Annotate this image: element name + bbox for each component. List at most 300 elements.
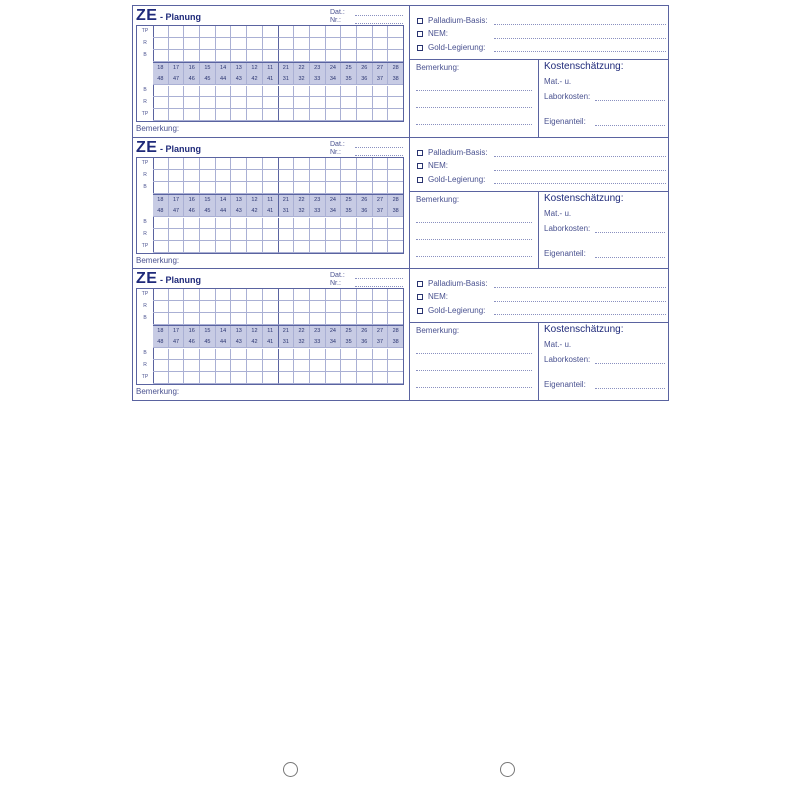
tooth-cell[interactable] (263, 86, 279, 98)
tooth-cell[interactable] (310, 289, 326, 301)
tooth-cell[interactable] (169, 170, 185, 182)
tooth-cell[interactable] (184, 109, 200, 121)
tooth-cell[interactable] (247, 182, 263, 194)
remark-field[interactable] (416, 370, 532, 371)
tooth-cell[interactable] (231, 301, 247, 313)
tooth-cell[interactable] (263, 241, 279, 253)
tooth-cell[interactable] (388, 229, 403, 241)
tooth-cell[interactable] (357, 313, 373, 325)
palladium-checkbox-row[interactable] (417, 16, 488, 25)
tooth-cell[interactable] (200, 109, 216, 121)
tooth-cell[interactable] (247, 26, 263, 38)
tooth-cell[interactable] (310, 349, 326, 361)
tooth-cell[interactable] (263, 372, 279, 384)
tooth-cell[interactable] (200, 86, 216, 98)
tooth-cell[interactable] (294, 26, 310, 38)
tooth-cell[interactable] (169, 372, 185, 384)
tooth-cell[interactable] (247, 301, 263, 313)
tooth-cell[interactable] (169, 86, 185, 98)
tooth-cell[interactable] (247, 50, 263, 62)
tooth-cell[interactable] (200, 97, 216, 109)
tooth-cell[interactable] (216, 218, 232, 230)
date-field[interactable] (355, 147, 403, 148)
palladium-checkbox-row[interactable] (417, 279, 488, 288)
tooth-cell[interactable] (341, 26, 357, 38)
tooth-cell[interactable] (310, 38, 326, 50)
tooth-cell[interactable] (326, 360, 342, 372)
number-field[interactable] (355, 23, 403, 24)
tooth-cell[interactable] (341, 97, 357, 109)
tooth-cell[interactable] (247, 289, 263, 301)
nem-field[interactable] (494, 301, 666, 302)
tooth-cell[interactable] (184, 158, 200, 170)
tooth-cell[interactable] (326, 182, 342, 194)
tooth-cell[interactable] (279, 109, 295, 121)
tooth-cell[interactable] (247, 229, 263, 241)
tooth-cell[interactable] (341, 241, 357, 253)
nem-checkbox-row[interactable] (417, 29, 448, 38)
tooth-cell[interactable] (184, 360, 200, 372)
tooth-cell[interactable] (231, 218, 247, 230)
tooth-cell[interactable] (169, 158, 185, 170)
tooth-cell[interactable] (231, 182, 247, 194)
tooth-cell[interactable] (231, 289, 247, 301)
tooth-cell[interactable] (279, 97, 295, 109)
tooth-cell[interactable] (310, 170, 326, 182)
tooth-cell[interactable] (184, 86, 200, 98)
tooth-cell[interactable] (153, 170, 169, 182)
checkbox-icon[interactable] (417, 294, 423, 300)
tooth-cell[interactable] (279, 50, 295, 62)
tooth-cell[interactable] (200, 360, 216, 372)
remark-field[interactable] (416, 239, 532, 240)
tooth-cell[interactable] (294, 301, 310, 313)
tooth-cell[interactable] (310, 86, 326, 98)
tooth-cell[interactable] (216, 372, 232, 384)
tooth-cell[interactable] (388, 349, 403, 361)
nem-field[interactable] (494, 170, 666, 171)
remark-field[interactable] (416, 107, 532, 108)
lab-costs-field[interactable] (595, 100, 665, 101)
tooth-cell[interactable] (310, 241, 326, 253)
tooth-cell[interactable] (373, 26, 389, 38)
nem-checkbox-row[interactable] (417, 161, 448, 170)
lab-costs-field[interactable] (595, 363, 665, 364)
tooth-cell[interactable] (169, 349, 185, 361)
tooth-cell[interactable] (326, 313, 342, 325)
tooth-cell[interactable] (216, 313, 232, 325)
tooth-cell[interactable] (247, 313, 263, 325)
tooth-cell[interactable] (247, 38, 263, 50)
tooth-cell[interactable] (294, 349, 310, 361)
tooth-cell[interactable] (326, 86, 342, 98)
tooth-cell[interactable] (169, 289, 185, 301)
tooth-cell[interactable] (357, 218, 373, 230)
tooth-cell[interactable] (279, 241, 295, 253)
tooth-cell[interactable] (216, 170, 232, 182)
tooth-cell[interactable] (388, 301, 403, 313)
tooth-cell[interactable] (200, 218, 216, 230)
tooth-cell[interactable] (326, 170, 342, 182)
tooth-cell[interactable] (153, 372, 169, 384)
tooth-cell[interactable] (357, 241, 373, 253)
tooth-cell[interactable] (326, 97, 342, 109)
tooth-cell[interactable] (184, 38, 200, 50)
tooth-cell[interactable] (373, 86, 389, 98)
gold-field[interactable] (494, 183, 666, 184)
tooth-cell[interactable] (247, 372, 263, 384)
tooth-cell[interactable] (279, 158, 295, 170)
tooth-cell[interactable] (294, 170, 310, 182)
tooth-cell[interactable] (153, 229, 169, 241)
tooth-cell[interactable] (310, 313, 326, 325)
tooth-cell[interactable] (263, 158, 279, 170)
tooth-cell[interactable] (326, 26, 342, 38)
tooth-cell[interactable] (326, 229, 342, 241)
tooth-cell[interactable] (373, 50, 389, 62)
tooth-cell[interactable] (169, 360, 185, 372)
tooth-cell[interactable] (216, 360, 232, 372)
tooth-cell[interactable] (231, 86, 247, 98)
tooth-cell[interactable] (279, 26, 295, 38)
tooth-cell[interactable] (357, 289, 373, 301)
tooth-cell[interactable] (231, 158, 247, 170)
tooth-cell[interactable] (388, 218, 403, 230)
tooth-cell[interactable] (373, 158, 389, 170)
tooth-cell[interactable] (153, 182, 169, 194)
tooth-cell[interactable] (310, 182, 326, 194)
tooth-cell[interactable] (294, 182, 310, 194)
gold-field[interactable] (494, 51, 666, 52)
tooth-cell[interactable] (153, 241, 169, 253)
tooth-cell[interactable] (294, 360, 310, 372)
tooth-cell[interactable] (310, 158, 326, 170)
tooth-cell[interactable] (341, 313, 357, 325)
tooth-cell[interactable] (388, 372, 403, 384)
tooth-cell[interactable] (341, 349, 357, 361)
tooth-cell[interactable] (263, 50, 279, 62)
tooth-cell[interactable] (326, 38, 342, 50)
tooth-cell[interactable] (341, 229, 357, 241)
tooth-cell[interactable] (341, 109, 357, 121)
tooth-cell[interactable] (184, 241, 200, 253)
tooth-cell[interactable] (357, 97, 373, 109)
tooth-cell[interactable] (373, 313, 389, 325)
tooth-cell[interactable] (388, 26, 403, 38)
tooth-cell[interactable] (388, 158, 403, 170)
tooth-cell[interactable] (341, 360, 357, 372)
tooth-cell[interactable] (279, 289, 295, 301)
tooth-cell[interactable] (153, 97, 169, 109)
tooth-cell[interactable] (263, 109, 279, 121)
tooth-cell[interactable] (200, 158, 216, 170)
palladium-field[interactable] (494, 156, 666, 157)
tooth-cell[interactable] (247, 349, 263, 361)
remark-field[interactable] (416, 387, 532, 388)
tooth-cell[interactable] (294, 241, 310, 253)
tooth-cell[interactable] (279, 360, 295, 372)
tooth-cell[interactable] (373, 109, 389, 121)
tooth-cell[interactable] (388, 97, 403, 109)
date-field[interactable] (355, 278, 403, 279)
tooth-cell[interactable] (200, 372, 216, 384)
tooth-cell[interactable] (169, 26, 185, 38)
tooth-cell[interactable] (326, 158, 342, 170)
tooth-cell[interactable] (373, 218, 389, 230)
tooth-cell[interactable] (310, 301, 326, 313)
tooth-cell[interactable] (388, 241, 403, 253)
tooth-cell[interactable] (373, 360, 389, 372)
tooth-cell[interactable] (263, 218, 279, 230)
tooth-cell[interactable] (310, 218, 326, 230)
lab-costs-field[interactable] (595, 232, 665, 233)
tooth-cell[interactable] (294, 218, 310, 230)
tooth-cell[interactable] (310, 109, 326, 121)
tooth-cell[interactable] (216, 301, 232, 313)
tooth-cell[interactable] (231, 372, 247, 384)
palladium-field[interactable] (494, 287, 666, 288)
tooth-cell[interactable] (200, 313, 216, 325)
tooth-cell[interactable] (184, 289, 200, 301)
tooth-cell[interactable] (341, 218, 357, 230)
checkbox-icon[interactable] (417, 163, 423, 169)
tooth-cell[interactable] (341, 86, 357, 98)
tooth-cell[interactable] (263, 360, 279, 372)
tooth-cell[interactable] (184, 170, 200, 182)
tooth-cell[interactable] (153, 38, 169, 50)
tooth-cell[interactable] (279, 182, 295, 194)
tooth-cell[interactable] (357, 170, 373, 182)
checkbox-icon[interactable] (417, 308, 423, 314)
tooth-cell[interactable] (153, 360, 169, 372)
tooth-cell[interactable] (294, 289, 310, 301)
checkbox-icon[interactable] (417, 150, 423, 156)
tooth-cell[interactable] (388, 289, 403, 301)
tooth-cell[interactable] (279, 313, 295, 325)
gold-checkbox-row[interactable] (417, 43, 485, 52)
tooth-cell[interactable] (294, 50, 310, 62)
tooth-cell[interactable] (231, 97, 247, 109)
tooth-cell[interactable] (216, 289, 232, 301)
tooth-cell[interactable] (310, 229, 326, 241)
tooth-cell[interactable] (169, 229, 185, 241)
tooth-cell[interactable] (279, 372, 295, 384)
tooth-cell[interactable] (357, 109, 373, 121)
tooth-cell[interactable] (279, 349, 295, 361)
tooth-cell[interactable] (310, 26, 326, 38)
checkbox-icon[interactable] (417, 177, 423, 183)
tooth-cell[interactable] (200, 50, 216, 62)
tooth-cell[interactable] (184, 50, 200, 62)
tooth-cell[interactable] (216, 97, 232, 109)
tooth-cell[interactable] (200, 349, 216, 361)
tooth-cell[interactable] (263, 38, 279, 50)
tooth-cell[interactable] (279, 218, 295, 230)
tooth-cell[interactable] (231, 50, 247, 62)
own-share-field[interactable] (595, 125, 665, 126)
tooth-cell[interactable] (279, 170, 295, 182)
tooth-cell[interactable] (294, 313, 310, 325)
tooth-cell[interactable] (326, 50, 342, 62)
tooth-cell[interactable] (153, 109, 169, 121)
remark-field[interactable] (416, 90, 532, 91)
tooth-cell[interactable] (231, 349, 247, 361)
tooth-cell[interactable] (388, 38, 403, 50)
tooth-cell[interactable] (357, 158, 373, 170)
tooth-cell[interactable] (200, 170, 216, 182)
tooth-cell[interactable] (231, 241, 247, 253)
tooth-cell[interactable] (231, 229, 247, 241)
tooth-cell[interactable] (294, 229, 310, 241)
nem-checkbox-row[interactable] (417, 292, 448, 301)
tooth-cell[interactable] (373, 289, 389, 301)
tooth-cell[interactable] (184, 313, 200, 325)
tooth-cell[interactable] (169, 182, 185, 194)
tooth-cell[interactable] (216, 26, 232, 38)
tooth-cell[interactable] (216, 50, 232, 62)
tooth-cell[interactable] (247, 109, 263, 121)
tooth-cell[interactable] (326, 109, 342, 121)
tooth-cell[interactable] (153, 26, 169, 38)
tooth-cell[interactable] (200, 289, 216, 301)
tooth-cell[interactable] (373, 301, 389, 313)
tooth-cell[interactable] (357, 26, 373, 38)
tooth-cell[interactable] (294, 97, 310, 109)
tooth-cell[interactable] (388, 86, 403, 98)
tooth-cell[interactable] (184, 26, 200, 38)
tooth-cell[interactable] (184, 372, 200, 384)
checkbox-icon[interactable] (417, 281, 423, 287)
tooth-cell[interactable] (231, 109, 247, 121)
tooth-cell[interactable] (357, 229, 373, 241)
tooth-cell[interactable] (231, 38, 247, 50)
tooth-cell[interactable] (153, 218, 169, 230)
tooth-cell[interactable] (373, 241, 389, 253)
tooth-cell[interactable] (294, 38, 310, 50)
tooth-cell[interactable] (247, 218, 263, 230)
tooth-cell[interactable] (231, 360, 247, 372)
own-share-field[interactable] (595, 388, 665, 389)
tooth-cell[interactable] (357, 349, 373, 361)
tooth-cell[interactable] (357, 38, 373, 50)
tooth-cell[interactable] (200, 26, 216, 38)
tooth-cell[interactable] (216, 349, 232, 361)
tooth-cell[interactable] (373, 349, 389, 361)
checkbox-icon[interactable] (417, 45, 423, 51)
tooth-cell[interactable] (263, 97, 279, 109)
tooth-cell[interactable] (247, 241, 263, 253)
number-field[interactable] (355, 155, 403, 156)
tooth-cell[interactable] (388, 182, 403, 194)
remark-field[interactable] (416, 353, 532, 354)
tooth-cell[interactable] (294, 372, 310, 384)
tooth-cell[interactable] (216, 241, 232, 253)
tooth-cell[interactable] (247, 97, 263, 109)
tooth-cell[interactable] (263, 182, 279, 194)
tooth-cell[interactable] (373, 372, 389, 384)
tooth-cell[interactable] (153, 313, 169, 325)
tooth-cell[interactable] (326, 372, 342, 384)
tooth-cell[interactable] (373, 170, 389, 182)
palladium-field[interactable] (494, 24, 666, 25)
tooth-cell[interactable] (169, 313, 185, 325)
tooth-cell[interactable] (341, 289, 357, 301)
palladium-checkbox-row[interactable] (417, 148, 488, 157)
tooth-cell[interactable] (279, 86, 295, 98)
tooth-cell[interactable] (200, 38, 216, 50)
tooth-cell[interactable] (169, 241, 185, 253)
tooth-cell[interactable] (247, 360, 263, 372)
tooth-cell[interactable] (388, 360, 403, 372)
tooth-cell[interactable] (326, 218, 342, 230)
tooth-cell[interactable] (326, 301, 342, 313)
tooth-cell[interactable] (388, 170, 403, 182)
tooth-cell[interactable] (341, 158, 357, 170)
tooth-cell[interactable] (200, 301, 216, 313)
tooth-cell[interactable] (169, 218, 185, 230)
tooth-cell[interactable] (184, 229, 200, 241)
tooth-cell[interactable] (231, 26, 247, 38)
checkbox-icon[interactable] (417, 31, 423, 37)
tooth-cell[interactable] (279, 38, 295, 50)
tooth-cell[interactable] (169, 301, 185, 313)
tooth-cell[interactable] (357, 301, 373, 313)
tooth-cell[interactable] (184, 218, 200, 230)
tooth-cell[interactable] (216, 158, 232, 170)
tooth-cell[interactable] (310, 372, 326, 384)
tooth-cell[interactable] (388, 313, 403, 325)
tooth-cell[interactable] (200, 241, 216, 253)
tooth-cell[interactable] (200, 229, 216, 241)
tooth-cell[interactable] (310, 360, 326, 372)
tooth-cell[interactable] (231, 313, 247, 325)
tooth-cell[interactable] (263, 301, 279, 313)
tooth-cell[interactable] (216, 229, 232, 241)
tooth-cell[interactable] (341, 182, 357, 194)
tooth-cell[interactable] (341, 50, 357, 62)
tooth-cell[interactable] (216, 38, 232, 50)
tooth-cell[interactable] (294, 158, 310, 170)
tooth-cell[interactable] (341, 372, 357, 384)
tooth-cell[interactable] (184, 182, 200, 194)
tooth-cell[interactable] (153, 301, 169, 313)
tooth-cell[interactable] (294, 86, 310, 98)
tooth-cell[interactable] (247, 170, 263, 182)
tooth-cell[interactable] (184, 349, 200, 361)
tooth-cell[interactable] (263, 229, 279, 241)
tooth-cell[interactable] (200, 182, 216, 194)
tooth-cell[interactable] (153, 289, 169, 301)
tooth-cell[interactable] (184, 97, 200, 109)
tooth-cell[interactable] (357, 182, 373, 194)
tooth-cell[interactable] (263, 289, 279, 301)
tooth-cell[interactable] (216, 86, 232, 98)
tooth-cell[interactable] (263, 170, 279, 182)
tooth-cell[interactable] (153, 50, 169, 62)
tooth-cell[interactable] (294, 109, 310, 121)
tooth-cell[interactable] (169, 97, 185, 109)
gold-checkbox-row[interactable] (417, 306, 485, 315)
tooth-cell[interactable] (310, 50, 326, 62)
tooth-cell[interactable] (184, 301, 200, 313)
tooth-cell[interactable] (263, 313, 279, 325)
tooth-cell[interactable] (373, 229, 389, 241)
tooth-cell[interactable] (373, 38, 389, 50)
tooth-cell[interactable] (341, 170, 357, 182)
tooth-cell[interactable] (388, 50, 403, 62)
tooth-cell[interactable] (247, 158, 263, 170)
tooth-cell[interactable] (388, 109, 403, 121)
